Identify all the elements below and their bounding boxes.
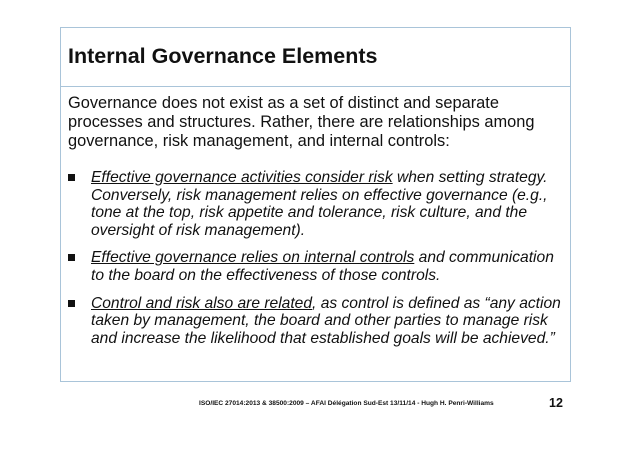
bullet-item (66, 169, 566, 239)
slide-footer: ISO/IEC 27014:2013 & 38500:2009 – AFAI Délégation Sud-Est 13/11/14 - Hugh H. Penri-Williams (199, 400, 494, 407)
bullet-emphasis: Effective governance relies on internal controls (91, 249, 415, 267)
bullet-text: , as control is defined as “any action taken by management, the board and other parties to manage risk and increase the likelihood that established goals will be achieved.” (91, 294, 561, 347)
title-bar (61, 28, 570, 87)
square-bullet-icon (68, 300, 75, 307)
bullet-text: and communication to the board on the effectiveness of those controls. (91, 249, 554, 284)
intro-paragraph: Governance does not exist as a set of distinct and separate processes and structures. Rather, there are relationships among governance, risk management, and internal controls: (68, 94, 535, 150)
slide-frame (60, 27, 571, 382)
slide-title: Internal Governance Elements (68, 44, 378, 68)
page-number: 12 (549, 396, 563, 410)
bullet-emphasis: Control and risk also are related (91, 294, 313, 312)
bullet-emphasis: Effective governance activities consider risk (91, 169, 393, 186)
bullet-item (66, 249, 566, 284)
square-bullet-icon (68, 254, 75, 261)
bullet-text: when setting strategy. Conversely, risk management relies on effective governance (e.g., tone at the top, risk appetite and tolerance, risk culture, and the oversight of risk management). (91, 169, 548, 239)
square-bullet-icon (68, 174, 75, 181)
bullet-item (66, 295, 566, 348)
bullet-list (66, 169, 566, 347)
